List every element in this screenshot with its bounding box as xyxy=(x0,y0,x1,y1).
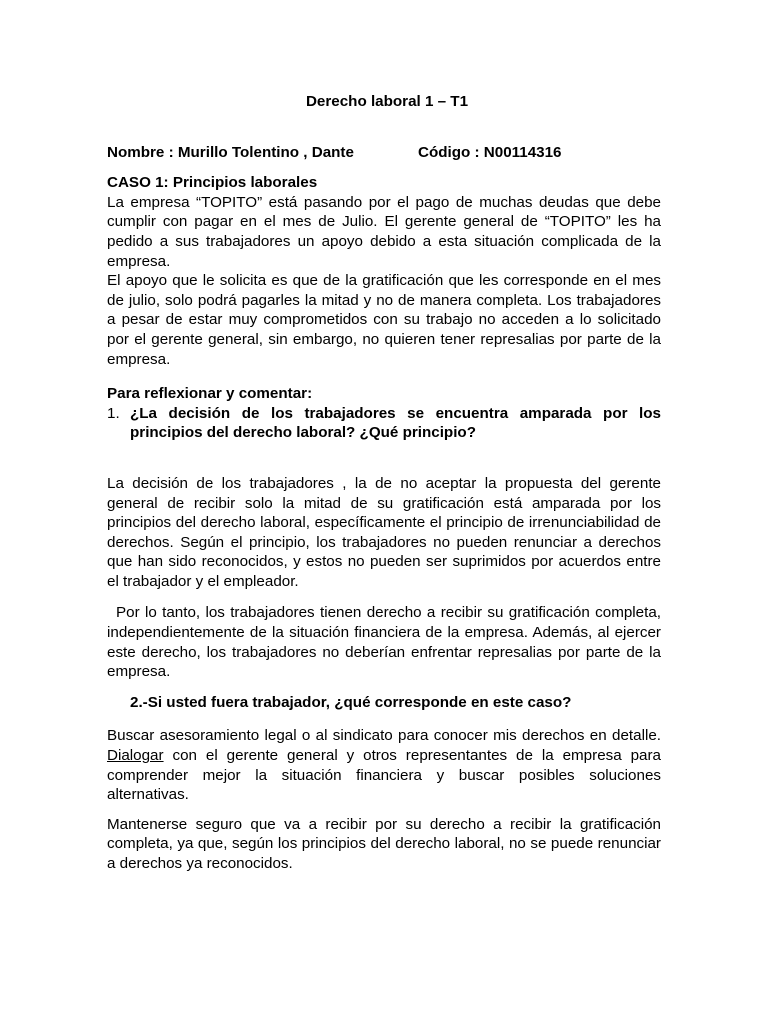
question-1-number: 1. xyxy=(107,404,120,422)
case-paragraph-1: La empresa “TOPITO” está pasando por el pago de muchas deudas que debe cumplir con pagar en el mes de Julio. El gerente general de “TOPITO” les ha pedido a sus trabajadores un apoyo debido a esta situación complicada de la empresa. xyxy=(107,193,661,270)
answer-2-text-end: con el gerente general y otros representantes de la empresa para comprender mejor la situación financiera y buscar posibles soluciones alternativas. xyxy=(107,747,661,804)
question-1 xyxy=(107,404,661,443)
answer-2-text-start: Buscar asesoramiento legal o al sindicato para conocer mis derechos en detalle. xyxy=(107,727,661,745)
reflect-heading: Para reflexionar y comentar: xyxy=(107,385,313,403)
question-2: 2.-Si usted fuera trabajador, ¿qué corresponde en este caso? xyxy=(130,693,572,711)
answer-2-paragraph-1 xyxy=(107,726,661,804)
answer-1-paragraph-1: La decisión de los trabajadores , la de no aceptar la propuesta del gerente general de recibir solo la mitad de su gratificación está amparada por los principios del derecho laboral, específicamente el principio de irrenunciabilidad de derechos. Según el principio, los trabajadores no pueden renunciar a derechos que han sido reconocidos, y estos no pueden ser suprimidos por acuerdos entre el trabajador y el empleador. xyxy=(107,474,661,590)
dialogar-underlined-text: Dialogar xyxy=(107,747,164,765)
case-paragraph-2: El apoyo que le solicita es que de la gratificación que les corresponde en el mes de julio, solo podrá pagarles la mitad y no de manera completa. Los trabajadores a pesar de estar muy comprometidos con su trabajo no acceden a lo solicitado por el gerente general, sin embargo, no quieren tener represalias por parte de la empresa. xyxy=(107,272,661,368)
answer-2-paragraph-2: Mantenerse seguro que va a recibir por su derecho a recibir la gratificación completa, ya que, según los principios del derecho laboral, no se puede renunciar a derechos ya reconocidos. xyxy=(107,815,661,872)
student-code: Código : N00114316 xyxy=(418,143,562,161)
document-title: Derecho laboral 1 – T1 xyxy=(305,93,469,110)
answer-1-paragraph-2: Por lo tanto, los trabajadores tienen derecho a recibir su gratificación completa, independientemente de la situación financiera de la empresa. Además, al ejercer este derecho, los trabajadores no deberían enfrentar represalias por parte de la empresa. xyxy=(107,604,661,681)
student-name: Nombre : Murillo Tolentino , Dante xyxy=(107,143,354,161)
case-heading: CASO 1: Principios laborales xyxy=(107,174,318,192)
question-1-text: ¿La decisión de los trabajadores se encuentra amparada por los principios del derecho laboral? ¿Qué principio? xyxy=(130,404,661,442)
student-info-row xyxy=(107,143,661,163)
document-page xyxy=(107,92,661,874)
